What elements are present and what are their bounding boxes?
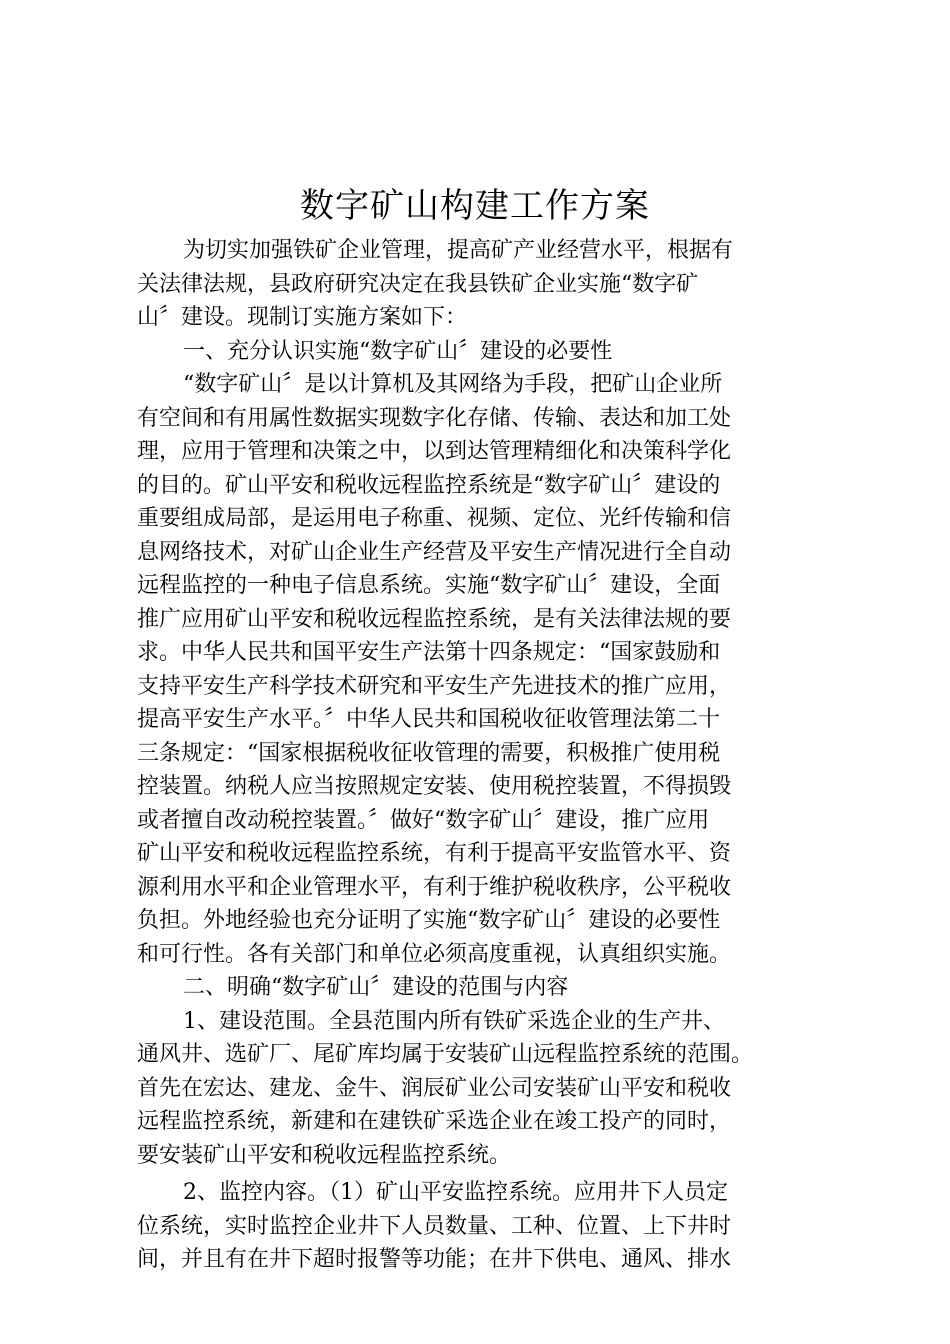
body-line: 远程监控系统，新建和在建铁矿采选企业在竣工投产的同时， [137, 1109, 732, 1134]
body-line: 息网络技术，对矿山企业生产经营及平安生产情况进行全自动 [137, 539, 732, 565]
body-line: 位系统，实时监控企业井下人员数量、工种、位置、上下井时 [137, 1213, 732, 1239]
body-line: 或者擅自改动税控装置。〞做好“数字矿山〞建设，推广应用 [137, 807, 710, 833]
body-line: 1、建设范围。全县范围内所有铁矿采选企业的生产井、 [183, 1008, 725, 1034]
body-line: 控装置。纳税人应当按照规定安装、使用税控装置，不得损毁 [137, 774, 732, 799]
body-line: 源利用水平和企业管理水平，有利于维护税收秩序，公平税收 [137, 874, 732, 900]
body-line: 求。中华人民共和国平安生产法第十四条规定：“国家鼓励和 [137, 640, 721, 665]
body-line: 山〞建设。现制订实施方案如下： [137, 305, 468, 330]
body-line: 2、监控内容。（1）矿山平安监控系统。应用井下人员定 [183, 1180, 728, 1205]
body-line: 理，应用于管理和决策之中，以到达管理精细化和决策科学化 [137, 439, 732, 464]
body-line: 推广应用矿山平安和税收远程监控系统，是有关法律法规的要 [137, 606, 732, 632]
body-line: 提高平安生产水平。〞中华人民共和国税收征收管理法第二十 [137, 707, 721, 732]
body-line: 支持平安生产科学技术研究和平安生产先进技术的推广应用， [137, 673, 732, 699]
body-line: 负担。外地经验也充分证明了实施“数字矿山〞建设的必要性 [137, 908, 721, 933]
document-body [137, 234, 817, 1277]
body-line: 远程监控的一种电子信息系统。实施“数字矿山〞建设，全面 [137, 573, 721, 598]
body-line: 通风井、选矿厂、尾矿库均属于安装矿山远程监控系统的范围。 [137, 1042, 754, 1067]
body-line: 关法律法规，县政府研究决定在我县铁矿企业实施“数字矿 [137, 271, 699, 297]
body-line: 有空间和有用属性数据实现数字化存储、传输、表达和加工处 [137, 405, 732, 431]
body-line: 首先在宏达、建龙、金牛、润辰矿业公司安装矿山平安和税收 [137, 1075, 732, 1101]
document-title: 数字矿山构建工作方案 [300, 186, 650, 226]
body-line: 间，并且有在井下超时报警等功能；在井下供电、通风、排水 [137, 1247, 732, 1272]
body-line: 和可行性。各有关部门和单位必须高度重视，认真组织实施。 [137, 941, 732, 967]
body-line: 为切实加强铁矿企业管理，提高矿产业经营水平，根据有 [183, 238, 734, 263]
body-line: 二、明确“数字矿山〞建设的范围与内容 [183, 975, 569, 1000]
body-line: “数字矿山〞是以计算机及其网络为手段，把矿山企业所 [183, 372, 723, 397]
body-line: 三条规定：“国家根据税收征收管理的需要，积极推广使用税 [137, 740, 721, 766]
body-line: 重要组成局部，是运用电子称重、视频、定位、光纤传输和信 [137, 506, 732, 531]
body-line: 要安装矿山平安和税收远程监控系统。 [137, 1142, 512, 1168]
body-line: 一、充分认识实施“数字矿山〞建设的必要性 [183, 338, 613, 364]
body-line: 的目的。矿山平安和税收远程监控系统是“数字矿山〞建设的 [137, 472, 721, 498]
body-line: 矿山平安和税收远程监控系统，有利于提高平安监管水平、资 [137, 841, 732, 866]
